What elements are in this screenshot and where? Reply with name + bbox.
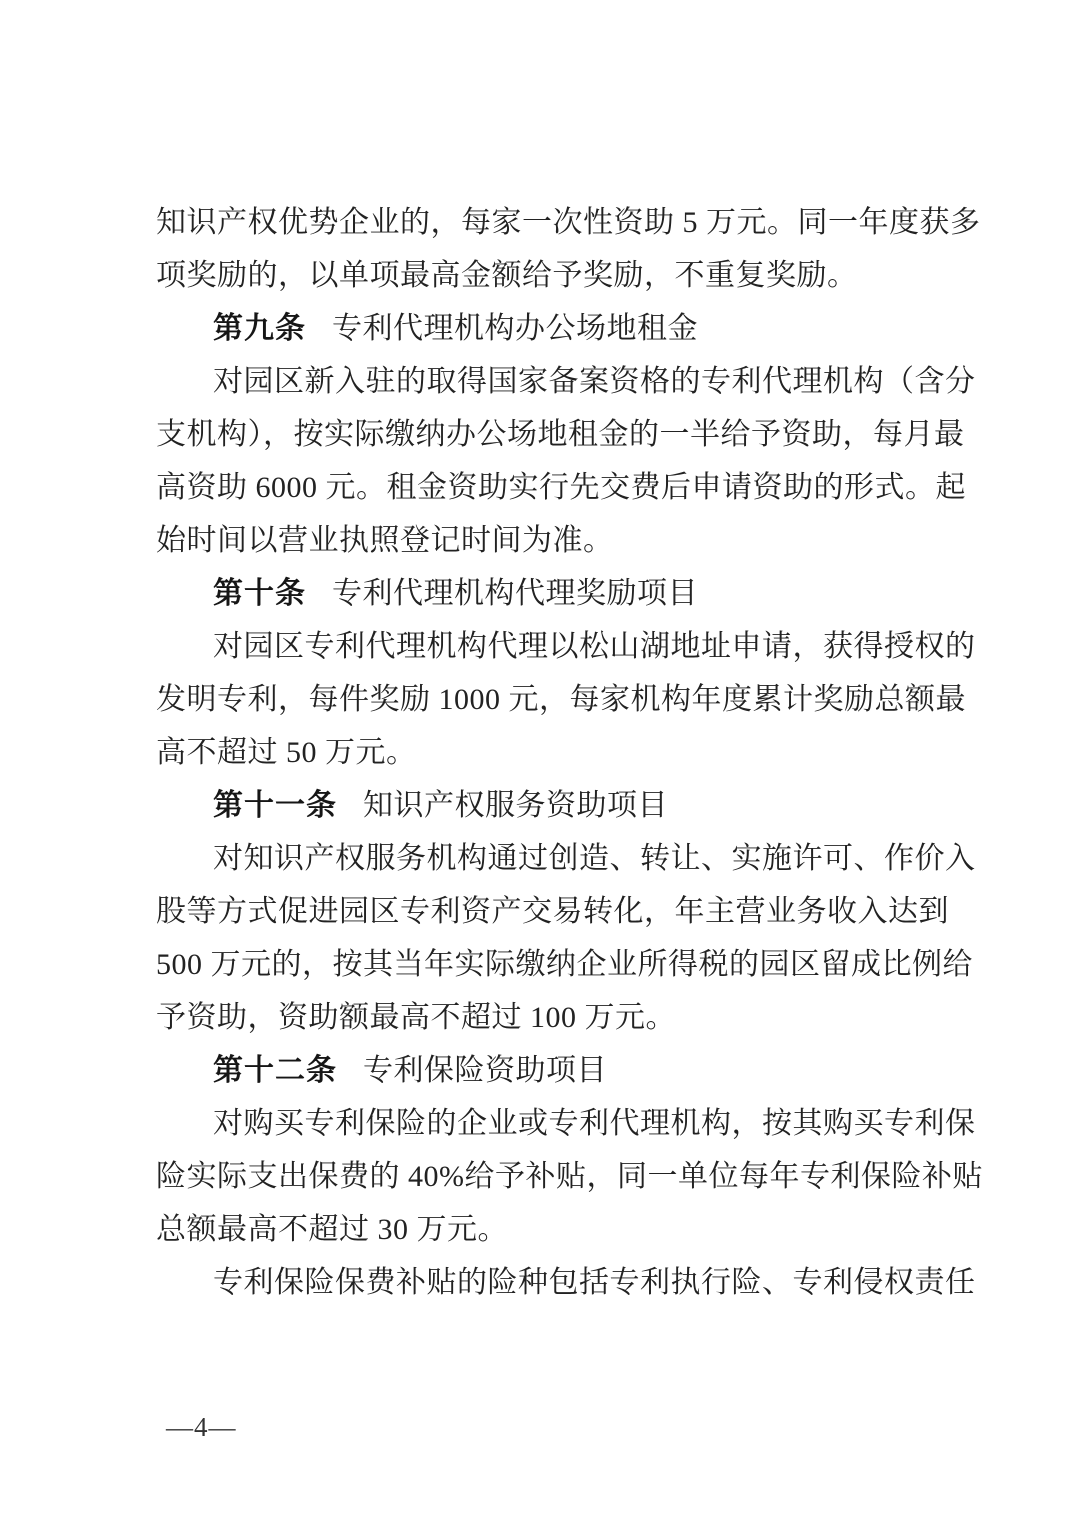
- text-line: 高不超过 50 万元。: [156, 736, 417, 769]
- article-number: 第九条: [213, 312, 306, 345]
- text-line: 对购买专利保险的企业或专利代理机构，按其购买专利保: [213, 1107, 976, 1140]
- text-line: 500 万元的，按其当年实际缴纳企业所得税的园区留成比例给: [156, 948, 973, 981]
- article-heading-10: [156, 567, 928, 620]
- text-line: 总额最高不超过 30 万元。: [156, 1213, 508, 1246]
- text-line: 知识产权优势企业的，每家一次性资助 5 万元。同一年度获多: [156, 206, 981, 239]
- article-number: 第十一条: [213, 789, 337, 822]
- text-line: 发明专利，每件奖励 1000 元，每家机构年度累计奖励总额最: [156, 683, 966, 716]
- text-line: 予资助，资助额最高不超过 100 万元。: [156, 1001, 676, 1034]
- text-line: 险实际支出保费的 40%给予补贴，同一单位每年专利保险补贴: [156, 1160, 983, 1193]
- text-line: 始时间以营业执照登记时间为准。: [156, 524, 614, 557]
- article-number: 第十条: [213, 577, 306, 610]
- text-line: 对园区新入驻的取得国家备案资格的专利代理机构（含分: [213, 365, 976, 398]
- text-line: 对知识产权服务机构通过创造、转让、实施许可、作价入: [213, 842, 976, 875]
- text-line: 项奖励的，以单项最高金额给予奖励，不重复奖励。: [156, 259, 858, 292]
- article-heading-12: [156, 1044, 928, 1097]
- text-line: 对园区专利代理机构代理以松山湖地址申请，获得授权的: [213, 630, 976, 663]
- document-text-block: [156, 196, 983, 1309]
- text-line: 股等方式促进园区专利资产交易转化，年主营业务收入达到: [156, 895, 949, 928]
- article-heading-11: [156, 779, 928, 832]
- article-heading-9: [156, 302, 928, 355]
- page-number: —4—: [166, 1412, 237, 1442]
- text-line: 支机构），按实际缴纳办公场地租金的一半给予资助，每月最: [156, 418, 965, 451]
- text-line: 高资助 6000 元。租金资助实行先交费后申请资助的形式。起: [156, 471, 966, 504]
- article-title: 专利代理机构代理奖励项目: [332, 577, 698, 610]
- article-title: 专利保险资助项目: [363, 1054, 607, 1087]
- article-number: 第十二条: [213, 1054, 337, 1087]
- article-title: 专利代理机构办公场地租金: [332, 312, 698, 345]
- text-line: 专利保险保费补贴的险种包括专利执行险、专利侵权责任: [213, 1266, 976, 1299]
- article-title: 知识产权服务资助项目: [363, 789, 668, 822]
